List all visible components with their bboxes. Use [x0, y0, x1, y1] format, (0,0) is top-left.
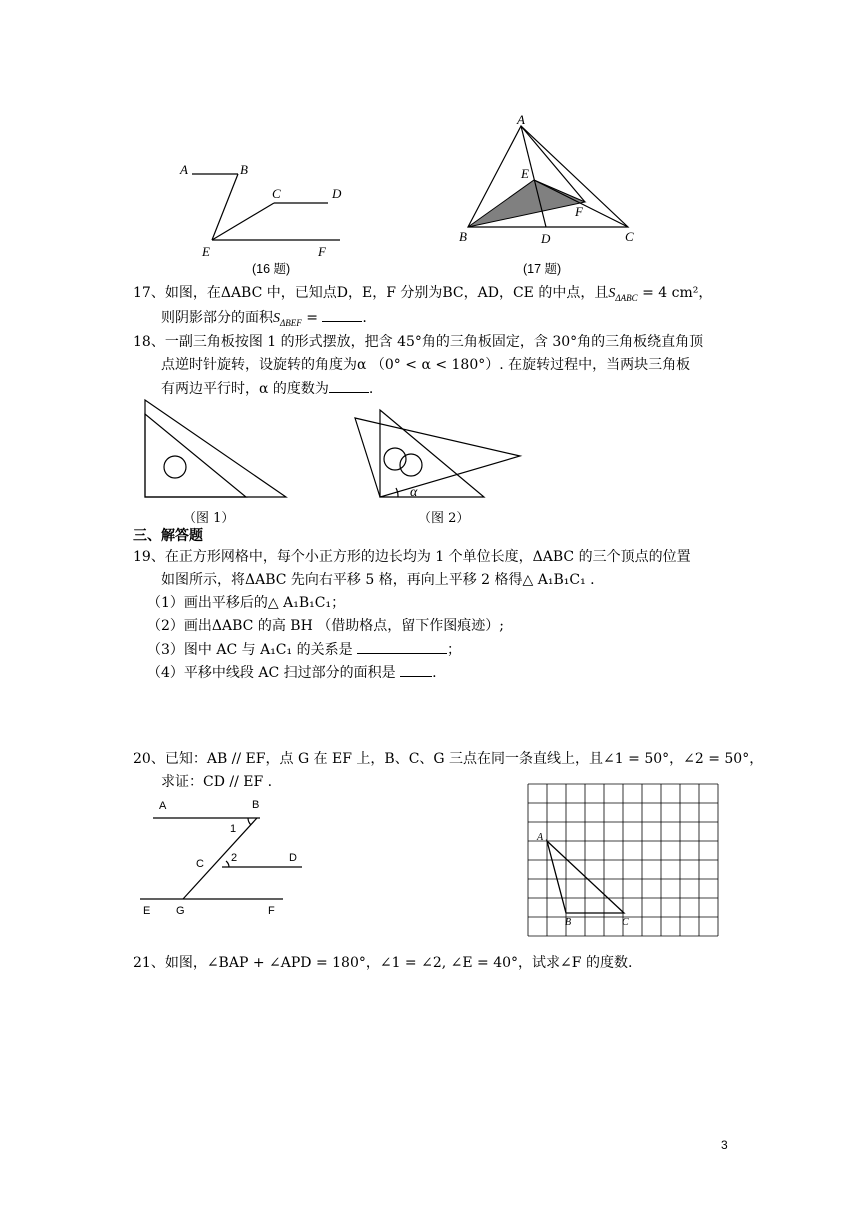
q19-sub4-blank[interactable] [400, 662, 432, 677]
fig17-label-d: D [541, 231, 551, 246]
q18-alpha-label: α [410, 485, 418, 500]
q17-text2-pre: 则阴影部分的面积 [161, 310, 273, 326]
q20-text1: 已知：AB // EF，点 G 在 EF 上，B、C、G 三点在同一条直线上，且∠1 = 50°，∠2 = 50°， [164, 751, 764, 767]
q17-text1: 如图，在ΔABC 中，已知点D，E，F 分别为BC，AD，CE 的中点，且 [164, 285, 609, 301]
q19-sub4 [147, 662, 437, 683]
q20-line1 [133, 749, 763, 769]
q20-label-e: E [143, 905, 151, 917]
fig17-label-a: A [517, 112, 525, 127]
grid-label-a: A [537, 832, 544, 843]
q17-line1 [133, 283, 712, 308]
fig16-label-d: D [332, 186, 342, 201]
q17-number: 17、 [133, 285, 165, 301]
q17-text2-post: . [362, 310, 367, 326]
q17-formula2-rest: = [301, 310, 323, 326]
figure-17 [455, 112, 645, 252]
q19-line1 [133, 547, 691, 567]
q19-sub3 [147, 639, 461, 660]
fig16-label-a: A [180, 162, 188, 177]
q19-sub1: （1）画出平移后的△ A₁B₁C₁； [147, 595, 346, 611]
q20-label-g: G [176, 905, 185, 917]
q18-text3-post: . [368, 381, 374, 397]
fig16-label-c: C [272, 186, 281, 201]
q18-fig1-caption: （图 1） [183, 511, 235, 526]
fig16-label-e: E [202, 244, 210, 259]
fig16-label-b: B [240, 162, 248, 177]
q18-answer-blank[interactable] [329, 378, 369, 393]
q19-text1: 在正方形网格中，每个小正方形的边长均为 1 个单位长度，ΔABC 的三个顶点的位置 [164, 549, 691, 565]
q19-sub4-pre: （4）平移中线段 AC 扫过部分的面积是 [147, 665, 396, 681]
q19-line2: 如图所示，将ΔABC 先向右平移 5 格，再向上平移 2 格得△ A₁B₁C₁ . [161, 572, 595, 588]
q19-sub3-blank[interactable] [357, 639, 447, 654]
q20-label-c: C [196, 858, 204, 870]
q18-fig2-caption: （图 2） [418, 511, 470, 526]
q17-formula1-rest: = 4 cm²， [637, 285, 713, 301]
fig16-caption: (16 题) [252, 262, 291, 276]
q19-number: 19、 [133, 549, 165, 565]
figure-16 [170, 152, 360, 262]
q18-figure-2 [350, 408, 530, 502]
q18-text1: 一副三角板按图 1 的形式摆放，把含 45°角的三角板固定，含 30°角的三角板绕直角顶 [164, 334, 704, 350]
q20-label-1: 1 [230, 823, 237, 835]
fig17-label-c: C [625, 229, 634, 244]
fig17-label-f: F [575, 204, 583, 219]
q19-sub4-post: . [432, 665, 437, 681]
q20-label-2: 2 [231, 852, 238, 864]
q20-number: 20、 [133, 751, 165, 767]
fig17-label-e: E [521, 166, 529, 181]
q20-line2: 求证：CD // EF . [161, 774, 273, 790]
q19-grid-figure [520, 780, 720, 940]
q19-sub3-pre: （3）图中 AC 与 A₁C₁ 的关系是 [147, 642, 353, 658]
q21-text: 如图，∠BAP + ∠APD = 180°，∠1 = ∠2, ∠E = 40°，试求∠F 的度数. [164, 955, 633, 971]
q19-sub3-post: ； [447, 642, 462, 658]
grid-label-c: C [622, 917, 629, 928]
q18-number: 18、 [133, 334, 165, 350]
q18-line1 [133, 332, 703, 352]
q17-formula2-sub: ΔBEF [280, 317, 302, 328]
page-number: 3 [721, 1138, 728, 1152]
q17-formula1-sub: ΔABC [615, 292, 638, 303]
q17-formula1: S [608, 286, 616, 301]
q18-figure-1 [140, 398, 300, 502]
fig17-label-b: B [459, 229, 467, 244]
q19-sub2: （2）画出ΔABC 的高 BH （借助格点，留下作图痕迹）; [147, 618, 504, 634]
q17-answer-blank[interactable] [322, 307, 362, 322]
q21-number: 21、 [133, 955, 165, 971]
q20-figure [135, 795, 315, 925]
q17-line2 [161, 307, 367, 333]
fig16-label-f: F [318, 244, 326, 259]
q18-line3 [161, 378, 373, 399]
q20-label-d: D [289, 852, 297, 864]
q20-label-a: A [159, 800, 167, 812]
q21-line [133, 953, 632, 973]
q20-label-f: F [268, 905, 275, 917]
q18-text3-pre: 有两边平行时，α 的度数为 [161, 381, 329, 397]
q17-formula2: S [273, 311, 280, 326]
grid-label-b: B [565, 917, 572, 928]
q20-label-b: B [252, 799, 260, 811]
fig17-caption: (17 题) [523, 262, 562, 276]
q18-line2: 点逆时针旋转，设旋转的角度为α （0° < α < 180°）. 在旋转过程中，当两块三角板 [161, 357, 691, 373]
section-heading: 三、解答题 [133, 528, 203, 544]
